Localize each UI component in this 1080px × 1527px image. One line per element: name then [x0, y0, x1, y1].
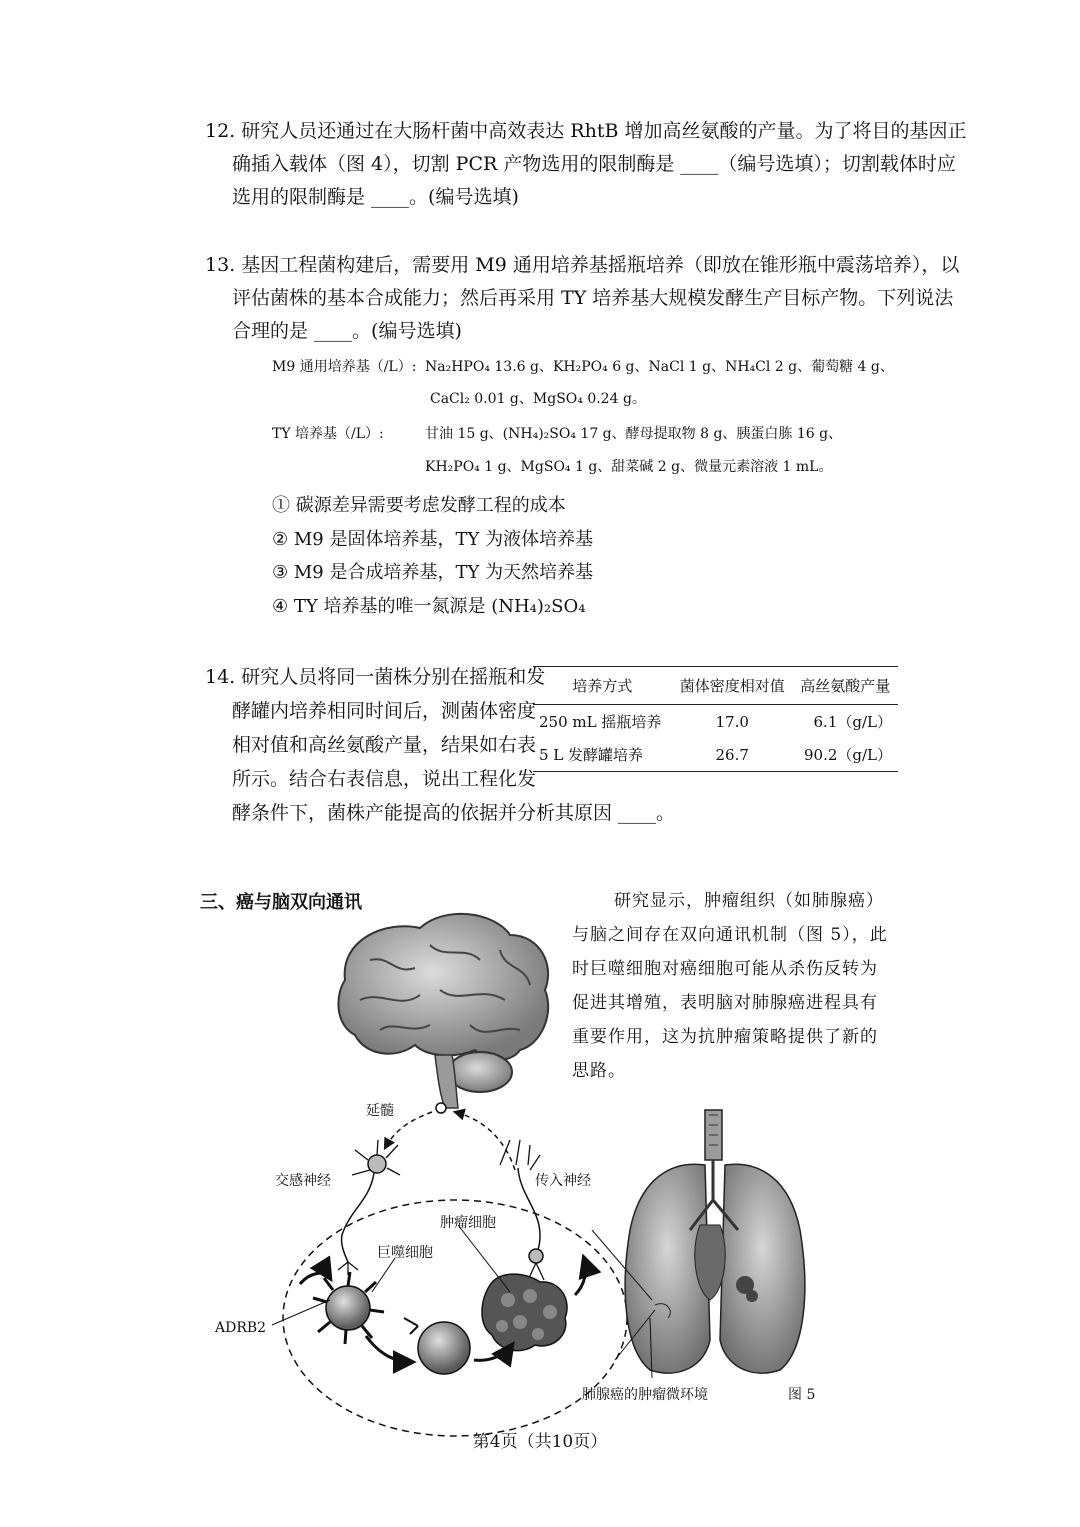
q13-line: 13. 基因工程菌构建后，需要用 M9 通用培养基摇瓶培养（即放在锥形瓶中震荡培养），以: [205, 254, 960, 276]
ty-medium-label: TY 培养基（/L）:: [272, 426, 384, 442]
table-cell: 17.0: [715, 712, 749, 731]
label-sympathetic-nerve: 交感神经: [275, 1173, 331, 1189]
page-footer: 第4页（共10页）: [472, 1432, 608, 1452]
immune-cell: [404, 1318, 470, 1374]
q12-line: 选用的限制酶是 ____。(编号选填): [232, 186, 519, 208]
label-tumor-microenvironment: 肺腺癌的肿瘤微环境: [582, 1387, 708, 1403]
label-tumor-cell: 肿瘤细胞: [440, 1215, 496, 1231]
paragraph-line: 促进其增殖，表明脑对肺腺癌进程具有: [572, 993, 878, 1013]
q13-option: ③ M9 是合成培养基，TY 为天然培养基: [272, 562, 594, 583]
paragraph-line: 研究显示，肿瘤组织（如肺腺癌）: [614, 891, 884, 911]
figure-number: 图 5: [788, 1387, 816, 1403]
q12-line: 确插入载体（图 4），切割 PCR 产物选用的限制酶是 ____（编号选填）；切割载体时应: [232, 153, 956, 175]
q13-line: 评估菌株的基本合成能力；然后再采用 TY 培养基大规模发酵生产目标产物。下列说法: [232, 287, 954, 309]
table-header: 高丝氨酸产量: [793, 667, 898, 705]
table-cell: 250 mL 摇瓶培养: [539, 713, 662, 731]
tumor-mass: [482, 1274, 567, 1351]
table-header: 菌体密度相对值: [672, 667, 793, 705]
lungs-illustration: [625, 1110, 805, 1373]
m9-medium-label: M9 通用培养基（/L）:: [272, 359, 417, 375]
table-header: 培养方式: [533, 667, 672, 705]
table-cell: 6.1（g/L）: [813, 713, 892, 731]
ty-medium-recipe: 甘油 15 g、(NH₄)₂SO₄ 17 g、酵母提取物 8 g、胰蛋白胨 16 g、: [425, 426, 843, 442]
label-adrb2: ADRB2: [215, 1320, 267, 1336]
paragraph-line: 重要作用，这为抗肿瘤策略提供了新的: [572, 1027, 878, 1047]
brain-illustration: [338, 914, 548, 1113]
q12-line: 12. 研究人员还通过在大肠杆菌中高效表达 RhtB 增加高丝氨酸的产量。为了将目的基因正: [205, 120, 967, 142]
macrophage-cell: [313, 1272, 384, 1344]
q13-option: ① 碳源差异需要考虑发酵工程的成本: [272, 495, 566, 516]
label-macrophage: 巨噬细胞: [377, 1245, 433, 1261]
label-afferent-nerve: 传入神经: [535, 1173, 591, 1189]
q14-line: 酵条件下，菌株产能提高的依据并分析其原因 ____。: [232, 802, 676, 824]
q14-line: 14. 研究人员将同一菌株分别在摇瓶和发: [205, 666, 546, 688]
q13-option: ④ TY 培养基的唯一氮源是 (NH₄)₂SO₄: [272, 596, 586, 617]
m9-medium-recipe: CaCl₂ 0.01 g、MgSO₄ 0.24 g。: [430, 391, 646, 407]
paragraph-line: 时巨噬细胞对癌细胞可能从杀伤反转为: [572, 959, 878, 979]
paragraph-line: 与脑之间存在双向通讯机制（图 5），此: [572, 925, 888, 945]
q13-option: ② M9 是固体培养基，TY 为液体培养基: [272, 529, 594, 550]
q13-line: 合理的是 ____。(编号选填): [232, 320, 462, 342]
q14-line: 相对值和高丝氨酸产量，结果如右表: [232, 734, 537, 756]
q14-line: 酵罐内培养相同时间后，测菌体密度: [232, 700, 537, 722]
label-medulla: 延髓: [366, 1103, 394, 1119]
table-cell: 26.7: [715, 745, 749, 764]
q14-line: 所示。结合右表信息，说出工程化发: [232, 768, 537, 790]
section-title: 三、癌与脑双向通讯: [200, 892, 362, 913]
table-cell: 5 L 发酵罐培养: [539, 746, 644, 764]
table-cell: 90.2（g/L）: [803, 746, 892, 764]
m9-medium-recipe: Na₂HPO₄ 13.6 g、KH₂PO₄ 6 g、NaCl 1 g、NH₄Cl 2 g、葡萄糖 4 g、: [425, 359, 894, 375]
paragraph-line: 思路。: [572, 1061, 626, 1081]
ty-medium-recipe: KH₂PO₄ 1 g、MgSO₄ 1 g、甜菜碱 2 g、微量元素溶液 1 mL。: [425, 459, 833, 475]
